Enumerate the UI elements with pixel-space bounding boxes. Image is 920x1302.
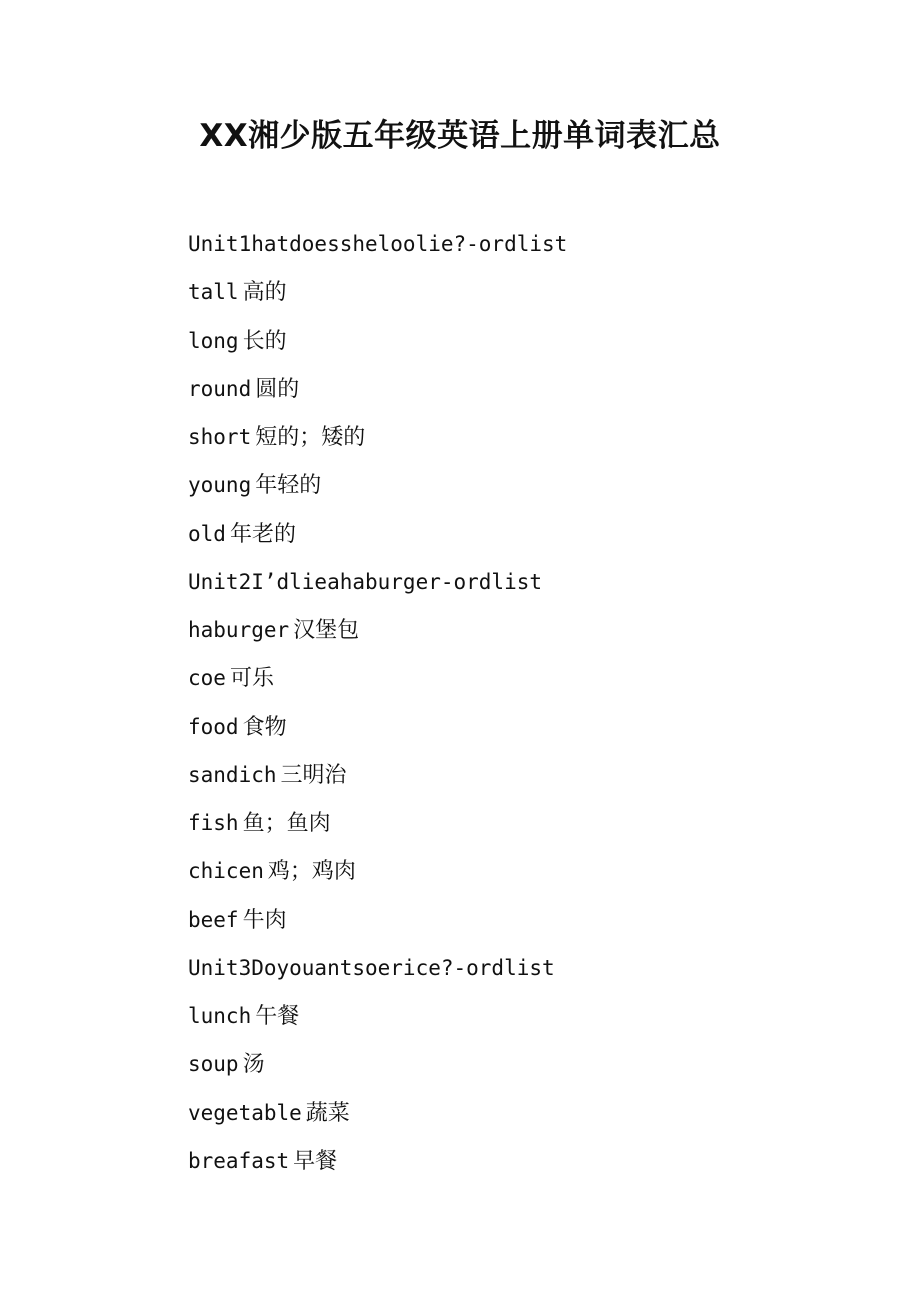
- english-word: young: [188, 473, 252, 498]
- word-meaning: 三明治: [280, 762, 347, 788]
- list-item: [188, 1042, 868, 1090]
- list-item: [188, 1139, 868, 1187]
- list-item: [188, 753, 868, 801]
- unit-heading: Unit3Doyouantsoerice?-ordlist: [188, 955, 555, 980]
- list-item: [188, 560, 868, 608]
- english-word: soup: [188, 1052, 239, 1077]
- word-meaning: 午餐: [255, 1004, 300, 1029]
- english-word: chicen: [188, 859, 264, 884]
- word-meaning: 鱼；鱼肉: [242, 811, 331, 836]
- word-meaning: 牛肉: [242, 907, 287, 933]
- list-item: [188, 994, 868, 1042]
- word-list: [188, 222, 868, 1187]
- word-meaning: 长的: [242, 328, 287, 354]
- word-meaning: 年轻的: [255, 473, 322, 499]
- list-item: [188, 656, 868, 704]
- list-item: [188, 801, 868, 849]
- list-item: [188, 512, 868, 560]
- english-word: beef: [188, 907, 239, 932]
- word-meaning: 高的: [242, 280, 287, 306]
- list-item: [188, 946, 868, 994]
- word-meaning: 短的；矮的: [255, 425, 366, 450]
- english-word: short: [188, 425, 252, 449]
- list-item: [188, 415, 868, 463]
- word-meaning: 圆的: [255, 376, 300, 402]
- english-word: long: [188, 328, 239, 353]
- english-word: coe: [188, 666, 226, 691]
- word-meaning: 蔬菜: [305, 1100, 350, 1126]
- list-item: [188, 1091, 868, 1139]
- word-meaning: 年老的: [229, 521, 296, 547]
- english-word: food: [188, 714, 239, 739]
- unit-heading: Unit2I’dlieahaburger-ordlist: [188, 569, 543, 594]
- list-item: [188, 608, 868, 656]
- word-meaning: 鸡；鸡肉: [267, 859, 356, 885]
- english-word: haburger: [188, 618, 290, 642]
- english-word: old: [188, 521, 226, 546]
- list-item: [188, 222, 868, 270]
- word-meaning: 早餐: [293, 1148, 338, 1174]
- list-item: [188, 898, 868, 946]
- english-word: round: [188, 376, 252, 401]
- english-word: fish: [188, 811, 239, 835]
- english-word: breafast: [188, 1148, 290, 1173]
- list-item: [188, 367, 868, 415]
- english-word: lunch: [188, 1004, 252, 1028]
- list-item: [188, 849, 868, 897]
- unit-heading: Unit1hatdoesshelooliе?-ordlist: [188, 232, 568, 256]
- english-word: vegetable: [188, 1100, 302, 1125]
- english-word: sandich: [188, 762, 277, 787]
- list-item: [188, 463, 868, 511]
- page-title: XX湘少版五年级英语上册单词表汇总: [199, 118, 721, 154]
- word-meaning: 可乐: [229, 666, 274, 692]
- list-item: [188, 319, 868, 367]
- word-meaning: 食物: [242, 714, 287, 740]
- list-item: [188, 705, 868, 753]
- word-meaning: 汉堡包: [293, 618, 360, 643]
- english-word: tall: [188, 280, 239, 305]
- word-meaning: 汤: [242, 1052, 265, 1078]
- list-item: [188, 270, 868, 318]
